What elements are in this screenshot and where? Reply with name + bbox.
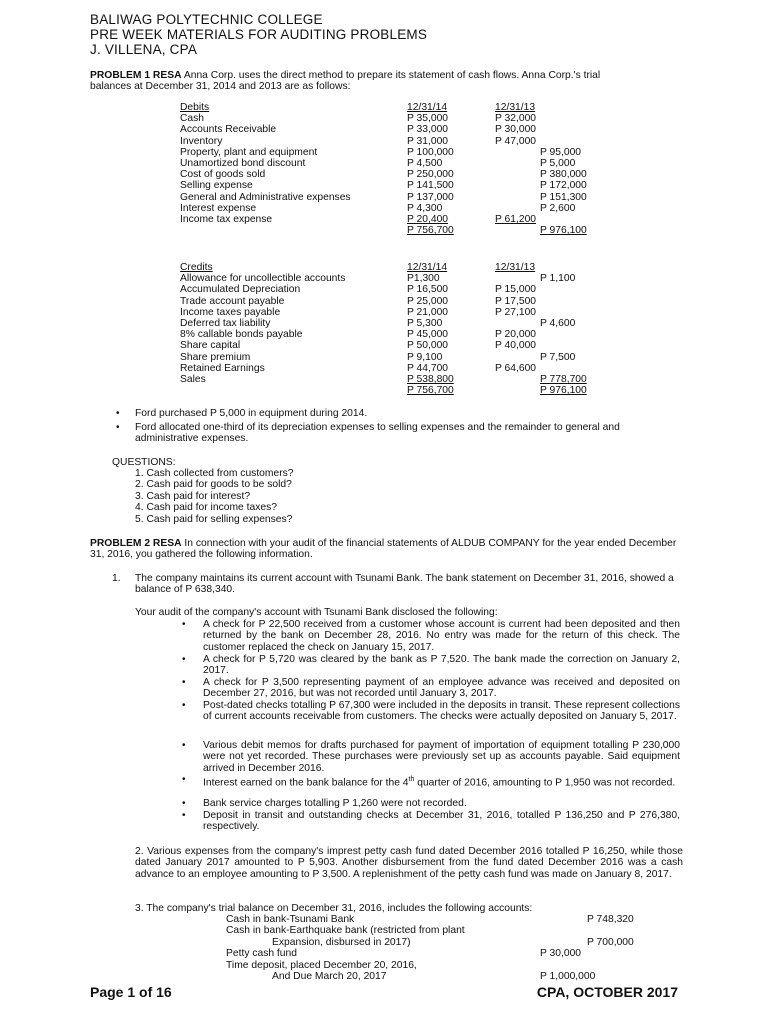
- table-row: [180, 318, 640, 329]
- table-row: [180, 329, 640, 340]
- p2-bullet-interest: Interest earned on the bank balance for the 4th quarter of 2016, amounting to P 1,950 was not recorded.: [203, 776, 676, 789]
- bullet-icon: •: [182, 700, 186, 711]
- table-value-cell: P 4,300: [407, 202, 443, 214]
- table-value-cell: P 47,000: [495, 135, 537, 147]
- table-header-row: [180, 262, 640, 273]
- table-value-cell: P 380,000: [540, 169, 587, 181]
- item3-text: 3. The company's trial balance on December 31, 2016, includes the following accounts:: [135, 903, 533, 914]
- table-row: [180, 352, 640, 363]
- table-value-cell: P 15,000: [495, 284, 537, 296]
- table-row: [180, 363, 640, 374]
- acct-earthquake-label: Cash in bank-Earthquake bank (restricted from plant: [226, 925, 465, 936]
- credits-table: [180, 262, 640, 396]
- acct-deposit-label: Time deposit, placed December 20, 2016,: [226, 960, 417, 971]
- table-value-cell: P 44,700: [407, 362, 449, 374]
- table-label-cell: Cost of goods sold: [180, 169, 266, 181]
- questions-label: QUESTIONS:: [112, 457, 176, 468]
- table-value-cell: P 20,400: [407, 214, 449, 226]
- table-value-cell: P 20,000: [495, 329, 537, 341]
- table-row: [180, 136, 640, 147]
- bullet-icon: •: [182, 774, 186, 785]
- table-header-cell: 12/31/14: [407, 102, 448, 113]
- p2-bullet-5: Various debit memos for drafts purchased for payment of importation of equipment totalling P 230,000 were not yet recorded. These purchases were previously set up as accounts payable. Said equipment arrived in December 2016.: [203, 740, 680, 774]
- table-row: [180, 169, 640, 180]
- table-value-cell: P 25,000: [407, 295, 449, 307]
- table-header-cell: 12/31/14: [407, 262, 448, 273]
- table-value-cell: P 64,600: [495, 362, 537, 374]
- table-value-cell: P 17,500: [495, 295, 537, 307]
- table-total-row: [180, 225, 640, 236]
- header-college: BALIWAG POLYTECHNIC COLLEGE: [90, 12, 323, 27]
- table-row: [180, 307, 640, 318]
- p2-bullet-3: A check for P 3,500 representing payment of an employee advance was received and deposited on December 27, 2016, but was not recorded until January 3, 2017.: [203, 677, 680, 700]
- table-value-cell: P 27,100: [495, 306, 537, 318]
- table-label-cell: Deferred tax liability: [180, 318, 271, 330]
- acct-deposit-value: P 1,000,000: [540, 971, 596, 982]
- table-label-cell: Accounts Receivable: [180, 124, 277, 136]
- table-label-cell: Income taxes payable: [180, 306, 281, 318]
- table-value-cell: P 250,000: [407, 169, 454, 181]
- header-materials: PRE WEEK MATERIALS FOR AUDITING PROBLEMS: [90, 27, 428, 42]
- bullet-icon: •: [116, 422, 120, 433]
- table-label-cell: Retained Earnings: [180, 362, 265, 374]
- p2-bullet-2: A check for P 5,720 was cleared by the bank as P 7,520. The bank made the correction on January 2, 2017.: [203, 654, 680, 677]
- header-author: J. VILLENA, CPA: [90, 42, 198, 57]
- audit-intro: Your audit of the company's account with Tsunami Bank disclosed the following:: [135, 607, 498, 618]
- p2-bullet-1: A check for P 22,500 received from a customer whose account is current had been deposited and then returned by the bank on December 28, 2016. No entry was made for the return of this check. The customer replaced the check on January 15, 2017.: [203, 619, 680, 653]
- table-row: [180, 113, 640, 124]
- table-label-cell: Allowance for uncollectible accounts: [180, 273, 346, 285]
- table-value-cell: P 40,000: [495, 340, 537, 352]
- table-value-cell: P 50,000: [407, 340, 449, 352]
- table-value-cell: P 1,100: [540, 273, 576, 285]
- acct-petty-value: P 30,000: [540, 948, 582, 959]
- table-header-cell: 12/31/13: [495, 102, 536, 113]
- table-label-cell: Cash: [180, 113, 205, 125]
- table-label-cell: Share capital: [180, 340, 241, 352]
- acct-tsunami-label: Cash in bank-Tsunami Bank: [226, 914, 355, 925]
- table-value-cell: P 21,000: [407, 306, 449, 318]
- bullet-icon: •: [182, 798, 186, 809]
- table-value-cell: P 32,000: [495, 113, 537, 125]
- table-label-cell: [180, 225, 407, 236]
- table-row: [180, 192, 640, 203]
- table-total-cell: P 976,100: [540, 385, 587, 397]
- table-row: [180, 203, 640, 214]
- table-value-cell: P 31,000: [407, 135, 449, 147]
- table-value-cell: P 778,700: [540, 374, 587, 386]
- problem1-intro: PROBLEM 1 RESA Anna Corp. uses the direct method to prepare its statement of cash flows. Anna Corp.'s trial balances at December 31, 2014 and 2013 are as follows:: [90, 70, 601, 93]
- table-header-cell: Debits: [180, 102, 210, 113]
- table-header-cell: Credits: [180, 262, 213, 273]
- table-value-cell: P 141,500: [407, 180, 454, 192]
- table-value-cell: P 95,000: [540, 146, 582, 158]
- debits-table: [180, 102, 640, 236]
- acct-earthquake-label-2: Expansion, disbursed in 2017): [272, 937, 411, 948]
- table-value-cell: P 5,000: [540, 158, 576, 170]
- table-row: [180, 214, 640, 225]
- bullet-icon: •: [182, 677, 186, 688]
- table-value-cell: P 45,000: [407, 329, 449, 341]
- p2-bullet-7: Deposit in transit and outstanding checks at December 31, 2016, totalled P 136,250 and P 276,380, respectively.: [203, 810, 680, 833]
- table-label-cell: General and Administrative expenses: [180, 191, 351, 203]
- table-row: [180, 180, 640, 191]
- footer-exam: CPA, OCTOBER 2017: [536, 984, 678, 1000]
- acct-petty-label: Petty cash fund: [226, 948, 297, 959]
- bullet-icon: •: [182, 619, 186, 630]
- table-label-cell: Selling expense: [180, 180, 253, 192]
- item2-text: 2. Various expenses from the company's imprest petty cash fund dated December 2016 totalled P 16,250, while those dated January 2017 amounted to P 5,903. Another disbursement from the fund dated December 2016 was a cash advance to an employee amounting to P 3,500. A replenishment of the petty cash fund was made on January 8, 2017.: [135, 846, 683, 880]
- problem1-title: PROBLEM 1 RESA: [90, 70, 182, 81]
- table-value-cell: P 35,000: [407, 113, 449, 125]
- table-value-cell: P 172,000: [540, 180, 587, 192]
- table-row: [180, 147, 640, 158]
- table-label-cell: Property, plant and equipment: [180, 146, 318, 158]
- table-label-cell: 8% callable bonds payable: [180, 329, 303, 341]
- table-header-row: [180, 102, 640, 113]
- item1-text: The company maintains its current account with Tsunami Bank. The bank statement on December 31, 2016, showed a balance of P 638,340.: [135, 573, 674, 596]
- table-row: [180, 284, 640, 295]
- table-value-cell: P 151,300: [540, 191, 587, 203]
- table-value-cell: P 137,000: [407, 191, 454, 203]
- acct-tsunami-value: P 748,320: [587, 914, 634, 925]
- table-header-cell: 12/31/13: [495, 262, 536, 273]
- question-5: 5. Cash paid for selling expenses?: [135, 514, 293, 525]
- table-total-cell: P 756,700: [407, 225, 454, 237]
- table-value-cell: P1,300: [407, 273, 440, 285]
- question-1: 1. Cash collected from customers?: [135, 468, 294, 479]
- bullet-icon: •: [182, 654, 186, 665]
- table-label-cell: Sales: [180, 374, 206, 386]
- problem2-intro: PROBLEM 2 RESA In connection with your audit of the financial statements of ALDUB COMPANY for the year ended December 31, 2016, you gathered the following information.: [90, 538, 677, 561]
- acct-deposit-label-2: And Due March 20, 2017: [272, 971, 387, 982]
- table-value-cell: P 5,300: [407, 318, 443, 330]
- table-row: [180, 273, 640, 284]
- table-value-cell: P 538,800: [407, 374, 454, 386]
- table-row: [180, 124, 640, 135]
- table-value-cell: P 61,200: [495, 214, 537, 226]
- table-value-cell: P 4,500: [407, 158, 443, 170]
- table-total-cell: P 756,700: [407, 385, 454, 397]
- p1-bullet-1: Ford purchased P 5,000 in equipment during 2014.: [135, 408, 368, 419]
- problem2-title: PROBLEM 2 RESA: [90, 538, 182, 549]
- table-row: [180, 158, 640, 169]
- table-row: [180, 296, 640, 307]
- table-total-cell: P 976,100: [540, 225, 587, 237]
- question-2: 2. Cash paid for goods to be sold?: [135, 479, 292, 490]
- question-4: 4. Cash paid for income taxes?: [135, 502, 277, 513]
- table-row: [180, 374, 640, 385]
- table-value-cell: P 2,600: [540, 202, 576, 214]
- table-label-cell: Inventory: [180, 135, 223, 147]
- item1-number: 1.: [112, 573, 121, 584]
- table-value-cell: P 100,000: [407, 146, 454, 158]
- table-value-cell: P 4,600: [540, 318, 576, 330]
- p2-bullet-4: Post-dated checks totalling P 67,300 were included in the deposits in transit. These represent collections of current accounts receivable from customers. The checks were actually deposited on January 5, 2017.: [203, 700, 680, 723]
- table-value-cell: P 16,500: [407, 284, 449, 296]
- table-value-cell: P 30,000: [495, 124, 537, 136]
- table-label-cell: Income tax expense: [180, 214, 273, 226]
- question-3: 3. Cash paid for interest?: [135, 491, 251, 502]
- table-label-cell: Share premium: [180, 351, 251, 363]
- table-total-row: [180, 385, 640, 396]
- table-label-cell: Interest expense: [180, 202, 257, 214]
- footer-page: Page 1 of 16: [90, 984, 172, 1000]
- bullet-icon: •: [182, 810, 186, 821]
- table-value-cell: P 33,000: [407, 124, 449, 136]
- acct-earthquake-value: P 700,000: [587, 937, 634, 948]
- bullet-icon: •: [116, 408, 120, 419]
- p1-bullet-2: Ford allocated one-third of its depreciation expenses to selling expenses and the remainder to general and administrative expenses.: [135, 422, 620, 445]
- table-value-cell: P 7,500: [540, 351, 576, 363]
- table-label-cell: Accumulated Depreciation: [180, 284, 301, 296]
- p2-bullet-6: Bank service charges totalling P 1,260 were not recorded.: [203, 798, 467, 809]
- table-row: [180, 340, 640, 351]
- table-label-cell: [180, 385, 407, 396]
- table-label-cell: Unamortized bond discount: [180, 158, 306, 170]
- table-label-cell: Trade account payable: [180, 295, 285, 307]
- table-value-cell: P 9,100: [407, 351, 443, 363]
- bullet-icon: •: [182, 740, 186, 751]
